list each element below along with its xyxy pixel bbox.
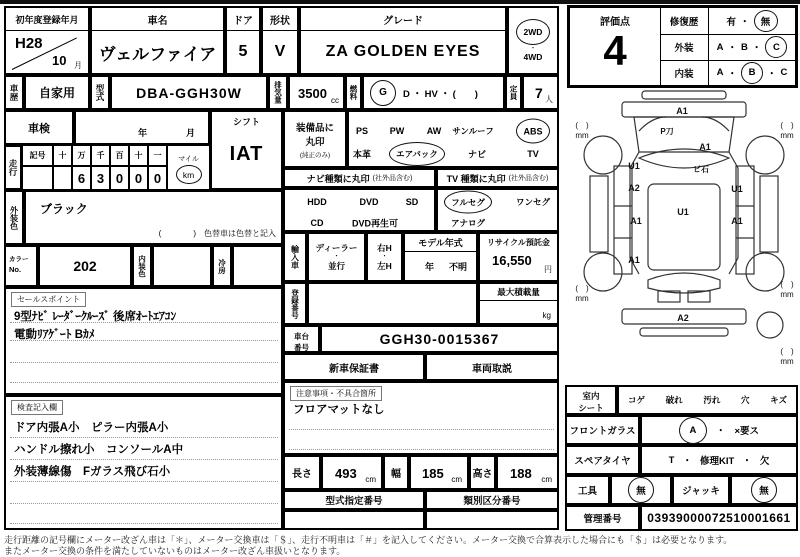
mileage-label: 走行 [4, 145, 22, 190]
shift-value: IAT [229, 142, 264, 165]
mileage-col-header: 万 [72, 145, 91, 166]
width-unit: cm [451, 475, 462, 484]
height-value-cell [496, 455, 559, 490]
damage-hood: P刀 [660, 127, 674, 136]
mileage-digit: 0 [129, 166, 148, 190]
drivetrain-dot: ・ [529, 45, 537, 52]
grade-value: ZA GOLDEN EYES [325, 43, 481, 60]
mileage-col-header: 十 [129, 145, 148, 166]
tread-mm: mm [575, 294, 589, 303]
shaken-month-unit: 月 [186, 128, 196, 138]
type-designation-value [283, 510, 425, 530]
max-load-cell [478, 282, 559, 325]
first-registration-cell [4, 6, 90, 75]
dot: ・ [742, 456, 752, 467]
registration-no-label: 登録番号 [283, 282, 307, 325]
seat-burn: コゲ [628, 395, 646, 405]
tv-type-header-text: TV 種類に丸印 [446, 173, 506, 184]
length-unit: cm [365, 475, 376, 484]
sales-line-2: 電動ﾘｱｹﾞｰﾄ Bｶﾒ [14, 329, 95, 341]
warranty-book-cell: 新車保証書 [283, 353, 425, 381]
shape-label: 形状 [263, 8, 297, 31]
shift-label: シフト [232, 117, 260, 127]
car-name: ヴェルファイア [98, 44, 217, 64]
damage-right-a1: A1 [731, 216, 743, 226]
spare-t: T [668, 454, 675, 466]
max-load-unit: kg [542, 311, 551, 320]
inspection-line-3: 外装薄線傷 Fガラス飛び石小 [14, 466, 171, 478]
width-value-cell [409, 455, 469, 490]
drivetrain-2wd-circled: 2WD [516, 19, 550, 45]
tread-bracket: ( ) [575, 121, 589, 130]
import-dealer-cell [307, 232, 366, 282]
aircon-value [232, 245, 283, 287]
mileage-digit: 3 [91, 166, 110, 190]
top-black-bar [0, 0, 800, 4]
repair-history-options [709, 8, 795, 34]
model-year-cell [403, 232, 478, 282]
fuel-circled-option: G [370, 80, 396, 106]
color-change-note: ( ) 色替車は色替と記入 [158, 229, 276, 238]
chassis-label-1: 車台 [294, 332, 309, 341]
equipment-options-cell [347, 110, 559, 168]
seat-hole: 穴 [740, 395, 750, 405]
dot: ・ [767, 68, 777, 80]
reg-month: 10 [52, 53, 67, 68]
dotted-rule [289, 429, 554, 430]
reg-year: H28 [15, 35, 43, 52]
tread-bracket: ( ) [780, 347, 794, 356]
interior-c: C [780, 67, 788, 78]
import-rh: 右H [377, 243, 392, 253]
height-value: 188 [510, 466, 532, 481]
tread-bracket: ( ) [780, 121, 794, 130]
first-registration-label: 初年度登録年月 [6, 8, 88, 31]
shift-cell [210, 110, 283, 190]
footer-notes [4, 535, 797, 557]
dotted-rule [10, 481, 278, 482]
dotted-rule [10, 382, 278, 383]
import-parallel: 並行 [327, 261, 345, 271]
tv-type-options [436, 188, 559, 232]
exterior-c-circled: C [765, 36, 787, 58]
color-no-label2: No. [9, 265, 22, 274]
shaken-year-unit: 年 [138, 128, 148, 138]
fuel-cell [362, 75, 505, 110]
mileage-digit [22, 166, 53, 190]
model-year-value: 不明 [449, 262, 468, 272]
recycle-deposit-label: リサイクル預託金 [487, 238, 550, 247]
capacity-value: 7 [535, 85, 543, 101]
model-year-unit: 年 [425, 262, 435, 272]
tread-bracket: ( ) [780, 280, 794, 289]
mileage-digit: 0 [110, 166, 129, 190]
seat-label-2: シート [578, 403, 604, 413]
body-color-label: 外装色 [4, 190, 24, 245]
import-dealer: ディーラー [315, 243, 358, 253]
equipment-label-3: (純正のみ) [299, 152, 331, 159]
mileage-col-header: 百 [110, 145, 129, 166]
admin-no-label: 管理番号 [565, 505, 640, 531]
seat-tear: 破れ [665, 395, 683, 405]
tread-mm: mm [575, 131, 589, 140]
repair-history-label: 修復歴 [660, 8, 709, 34]
interior-grade-options [709, 60, 795, 85]
exterior-b: B [741, 41, 748, 53]
inspection-notes-tag: 検査記入欄 [11, 400, 63, 415]
dotted-rule [10, 340, 278, 341]
displacement-label: 排気量 [268, 75, 288, 110]
tv-type-header [436, 168, 559, 188]
repair-yes: 有 [726, 17, 736, 28]
color-no-label-cell [4, 245, 38, 287]
seat-scratch: キズ [770, 395, 787, 405]
exterior-grade-options [709, 34, 795, 60]
dot: ・ [751, 43, 762, 54]
history-label: 車歴 [4, 75, 24, 110]
damage-rear-bumper: A2 [677, 313, 689, 323]
class-division-value [425, 510, 559, 530]
import-handle-cell [366, 232, 403, 282]
shape-cell [261, 6, 299, 75]
footer-line-1: 走行距離の記号欄にメーター改ざん車は「＊」、メーター交換車は「＄」、走行不明車は「＃」を記入してください。メーター交換で合算表示した場合にも「＄」は必要となります。 [4, 535, 733, 545]
nav-dvd: DVD [359, 197, 379, 207]
shaken-date-cell [74, 110, 210, 145]
nav-dvd-play: DVD再生可 [351, 218, 399, 229]
drivetrain-cell [507, 6, 559, 75]
nav-cd: CD [310, 218, 324, 228]
damage-left-u1: U1 [628, 161, 640, 171]
fuel-other-options: D ・ HV ・ ( ) [403, 88, 478, 100]
tools-value-cell [610, 475, 672, 505]
exterior-grade-label: 外装 [660, 34, 709, 60]
door-label: ドア [227, 8, 259, 31]
damage-right-u1: U1 [731, 184, 743, 194]
equip-leather: 本革 [352, 149, 372, 160]
nav-sd: SD [405, 197, 419, 207]
body-color-cell [24, 190, 283, 245]
equip-tv: TV [527, 149, 539, 159]
vehicle-diagram [570, 88, 798, 382]
import-dot: ・ [381, 253, 388, 260]
tread-mm: mm [780, 290, 794, 299]
shaken-label: 車検 [4, 110, 74, 145]
spare-tire-label: スペアタイヤ [565, 445, 640, 475]
dotted-rule [10, 437, 278, 438]
mileage-unit-cell [167, 145, 210, 190]
nav-type-header [283, 168, 436, 188]
length-value: 493 [335, 466, 357, 481]
displacement-value: 3500 [298, 86, 327, 101]
dotted-rule [10, 523, 278, 524]
door-cell [225, 6, 261, 75]
import-lh: 左H [377, 261, 392, 271]
equipment-label-1: 装備品に [295, 123, 334, 134]
exterior-a: A [716, 41, 724, 53]
width-label: 幅 [383, 455, 409, 490]
km-unit-circled: km [176, 165, 202, 184]
body-color-value: ブラック [40, 202, 88, 216]
caution-notes-box [283, 381, 559, 455]
tv-type-header-sub: (社外品含む) [508, 175, 549, 182]
equip-ps: PS [355, 126, 369, 136]
spare-tire-options-cell [640, 445, 798, 475]
spare-missing: 欠 [759, 456, 770, 467]
interior-a: A [716, 67, 724, 78]
windshield-replace-option: ×要ス [734, 426, 760, 437]
damage-left-a2: A2 [628, 183, 640, 193]
caution-notes-tag: 注意事項・不具合箇所 [290, 386, 382, 401]
max-load-label: 最大積載量 [480, 284, 557, 301]
dotted-rule [10, 503, 278, 504]
windshield-options-cell [640, 415, 798, 445]
chassis-no-label-cell [283, 325, 320, 353]
registration-no-value [307, 282, 478, 325]
jack-label: ジャッキ [672, 475, 730, 505]
nav-type-header-sub: (社外品含む) [372, 175, 413, 182]
mileage-col-header: 十 [53, 145, 72, 166]
damage-left-a1: A1 [630, 216, 642, 226]
model-year-label: モデル年式 [405, 234, 476, 252]
tread-mm: mm [780, 131, 794, 140]
capacity-cell [522, 75, 559, 110]
chassis-no-value: GGH30-0015367 [320, 325, 559, 353]
dot: ・ [740, 17, 750, 28]
inspection-line-1: ドア内張A小 ピラー内張A小 [14, 422, 169, 434]
damage-cowl: A1 [699, 142, 711, 152]
dotted-rule [10, 322, 278, 323]
footer-line-2: またメーター交換の条件を満たしていないものはメーター改ざん車扱いとなります。 [4, 546, 346, 556]
tv-fullseg-circled: フルセグ [444, 191, 492, 214]
tread-mm: mm [780, 357, 794, 366]
tread-bracket: ( ) [575, 284, 589, 293]
interior-color-label: 内装色 [132, 245, 152, 287]
interior-b-circled: B [741, 62, 763, 84]
spare-repair-kit: 修理KIT [699, 456, 735, 467]
model-code: DBA-GGH30W [110, 75, 268, 110]
dotted-rule [10, 362, 278, 363]
mileage-col-header: 記号 [22, 145, 53, 166]
mileage-col-header: 千 [91, 145, 110, 166]
import-dot: ・ [333, 253, 340, 260]
equip-aw: AW [426, 126, 442, 136]
sales-points-tag: セールスポイント [11, 292, 86, 307]
inspection-line-2: ハンドル擦れ小 コンソールA中 [14, 444, 184, 456]
recycle-deposit-cell [478, 232, 559, 282]
damage-front-bumper: A1 [676, 106, 688, 116]
inspection-notes-box [4, 395, 283, 530]
capacity-label: 定員 [505, 75, 522, 110]
jack-value-cell [730, 475, 798, 505]
equipment-label-2: 丸印 [305, 137, 325, 148]
fuel-label: 燃料 [345, 75, 362, 110]
dotted-rule [289, 449, 554, 450]
mileage-digit [53, 166, 72, 190]
interior-grade-label: 内装 [660, 60, 709, 85]
reg-month-unit: 月 [74, 61, 82, 70]
car-name-cell [90, 6, 225, 75]
aircon-label: 冷房 [212, 245, 232, 287]
seat-stain: 汚れ [703, 395, 721, 405]
seat-options-cell [617, 385, 798, 415]
height-label: 高さ [469, 455, 496, 490]
chassis-label-2: 番号 [294, 343, 309, 352]
recycle-deposit-unit: 円 [544, 265, 552, 274]
windshield-label: フロントガラス [565, 415, 640, 445]
tv-analog: アナログ [450, 218, 486, 228]
mileage-digit: 0 [148, 166, 167, 190]
evaluation-box [567, 5, 798, 88]
nav-type-header-text: ナビ種類に丸印 [306, 173, 370, 184]
equip-navi: ナビ [467, 149, 487, 160]
damage-roof: U1 [677, 207, 689, 217]
tools-label: 工具 [565, 475, 610, 505]
width-value: 185 [422, 466, 444, 481]
jack-none-circled: 無 [751, 477, 777, 503]
length-value-cell [321, 455, 383, 490]
grade-label: グレード [301, 8, 505, 31]
height-unit: cm [541, 475, 552, 484]
mileage-digit: 6 [72, 166, 91, 190]
nav-type-options [283, 188, 436, 232]
capacity-unit: 人 [545, 95, 553, 104]
score-label: 評価点 [600, 17, 630, 28]
interior-color-value [152, 245, 212, 287]
mileage-col-header: 一 [148, 145, 167, 166]
displacement-unit: cc [331, 96, 339, 105]
door-count: 5 [238, 43, 248, 60]
first-registration-value [6, 31, 88, 75]
equipment-label-cell [283, 110, 347, 168]
vehicle-manual-cell: 車両取説 [425, 353, 559, 381]
class-division-label: 類別区分番号 [425, 490, 559, 510]
grade-cell [299, 6, 507, 75]
length-label: 長さ [283, 455, 321, 490]
dot: ・ [727, 43, 737, 54]
dotted-rule [10, 459, 278, 460]
color-no-label1: カラー [9, 256, 29, 263]
displacement-cell [288, 75, 345, 110]
windshield-a-circled: A [679, 417, 707, 444]
admin-no-value: 03939000072510001661 [640, 505, 798, 531]
drivetrain-4wd: 4WD [523, 52, 543, 62]
type-designation-label: 型式指定番号 [283, 490, 425, 510]
repair-no-circled: 無 [754, 10, 778, 32]
score-value: 4 [603, 27, 627, 74]
shape-value: V [274, 43, 286, 60]
equip-sunroof: サンルーフ [452, 126, 494, 136]
seat-label-1: 室内 [582, 391, 600, 401]
seat-label-cell [565, 385, 617, 415]
model-code-label: 型式 [90, 75, 110, 110]
damage-left-rear-a1: A1 [628, 255, 640, 265]
equip-pw: PW [389, 126, 405, 136]
equip-abs-circled: ABS [516, 119, 550, 144]
recycle-deposit-value: 16,550 [492, 253, 532, 268]
tools-none-circled: 無 [628, 477, 654, 503]
sales-line-1: 9型ﾅﾋﾞ ﾚｰﾀﾞｰｸﾙｰｽﾞ 後席ｵｰﾄｴｱｺﾝ [14, 311, 177, 323]
dot: ・ [727, 68, 737, 80]
tv-oneseg: ワンセグ [515, 197, 551, 207]
nav-hdd: HDD [307, 197, 327, 207]
mileage-grid [22, 145, 210, 190]
caution-line-1: フロアマットなし [293, 404, 385, 416]
mile-unit: マイル [178, 156, 199, 163]
damage-windshield: ビ石 [693, 165, 709, 174]
equip-airbag-circled: エアバック [389, 142, 445, 166]
import-label: 輸入車 [283, 232, 307, 282]
history-value: 自家用 [24, 75, 90, 110]
color-no-value: 202 [38, 245, 132, 287]
dot: ・ [715, 426, 726, 437]
sales-points-box [4, 287, 283, 395]
car-name-label: 車名 [92, 8, 223, 31]
dot: ・ [682, 456, 692, 467]
